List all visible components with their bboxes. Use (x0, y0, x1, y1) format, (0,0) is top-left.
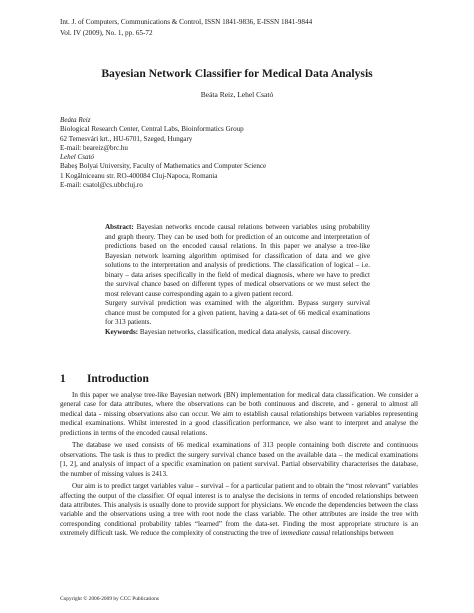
author-2-name: Lehel Csató (60, 153, 95, 162)
keywords-label: Keywords: (105, 328, 139, 337)
author-2-address: 1 Kogălniceanu str. RO-400084 Cluj-Napoca, Romania (60, 171, 218, 180)
author-2-email: E-mail: csatol@cs.ubbcluj.ro (60, 181, 143, 190)
paper-title: Bayesian Network Classifier for Medical Data Analysis (101, 67, 373, 80)
body-text (60, 391, 418, 542)
section-heading (60, 373, 149, 385)
abstract-label: Abstract: (105, 223, 134, 231)
journal-line-1: Int. J. of Computers, Communications & Control, ISSN 1841-9836, E-ISSN 1841-9844 (60, 18, 313, 26)
author-1-address: 62 Temesvári krt., HU-6701, Szeged, Hungary (60, 134, 193, 143)
body-paragraph-3-text: Our aim is to predict target variables value – survival – for a particular patient and to obtain the “most relevant” variables affecting the output of the classifier. Of equal interest is to analyse the decisions in terms of encoded relationships between data attributes. This analysis is usually done to provide support for physicians. We encode the dependencies between the class variable and the observations using a tree with root node the class variable. The other attributes are inside the tree with corresponding conditional probability tables “learned” from the data-set. Finding the most appropriate structure is an extremely difficult task. We reduce the complexity of constructing the tree of (60, 482, 418, 538)
author-1-name: Beáta Reiz (60, 116, 91, 124)
section-title: Introduction (87, 373, 149, 385)
journal-header (60, 17, 440, 38)
author-2-institution: Babeş Bolyai University, Faculty of Mathematics and Computer Science (60, 162, 267, 171)
author-1-institution: Biological Research Center, Central Labs, Bioinformatics Group (60, 125, 244, 134)
keywords-text: Bayesian networks, classification, medical data analysis, causal discovery. (138, 328, 351, 337)
author-1-email: E-mail: beareiz@brc.hu (60, 143, 128, 152)
abstract-paragraph-2: Surgery survival prediction was examined with the algorithm. Bypass surgery survival chance must be computed for a given patient, having a data-set of 66 medical examinations for 313 patients. (105, 299, 370, 327)
abstract-text: Bayesian networks encode causal relations between variables using probability and graph theory. They can be used both for prediction of an outcome and interpretation of predictions based on the encoded causal relations. In this paper we analyse a tree-like Bayesian network learning algorithm optimised for classification of data and we give solutions to the interpretation and analysis of predictions. The classification of logical – i.e. binary – data arises specifically in the field of medical diagnosis, where we have to predict the survival chance based on different types of medical observations or we must select the most relevant cause corresponding again to a given patient record. (105, 223, 370, 298)
affiliations (60, 116, 420, 190)
body-paragraph-2: The database we used consists of 66 medical examinations of 313 people containing both discrete and continuous observations. The task is thus to predict the surgery survival chance based on the available data – the medical examinations [1, 2], and analysis of impact of a specific examination on patient survival. Partial observability characterises the database, the number of missing values is 2413. (60, 441, 418, 478)
abstract (105, 223, 370, 338)
journal-line-2: Vol. IV (2009), No. 1, pp. 65-72 (60, 28, 153, 37)
body-emphasis: immediate causal (280, 529, 331, 538)
abstract-paragraph (105, 223, 370, 299)
keywords (105, 328, 370, 338)
body-paragraph-3 (60, 482, 418, 539)
copyright-footer: Copyright © 2006-2009 by CCC Publications (60, 596, 159, 602)
body-paragraph-3-tail: relationships between (330, 529, 394, 538)
body-paragraph-1: In this paper we analyse tree-like Bayesian network (BN) implementation for medical data classification. We consider a general case for data attributes, where the observations can be both continuous and discrete, and - general to almost all medical data - missing observations also can occur. We aim to establish causal relationships between variables representing medical examinations. Whilst interested in a good classification performance, we also want to interpret and analyse the predictions in terms of the encoded causal relations. (60, 391, 418, 437)
paper-authors: Beáta Reiz, Lehel Csató (200, 90, 274, 99)
section-number: 1 (60, 373, 66, 385)
